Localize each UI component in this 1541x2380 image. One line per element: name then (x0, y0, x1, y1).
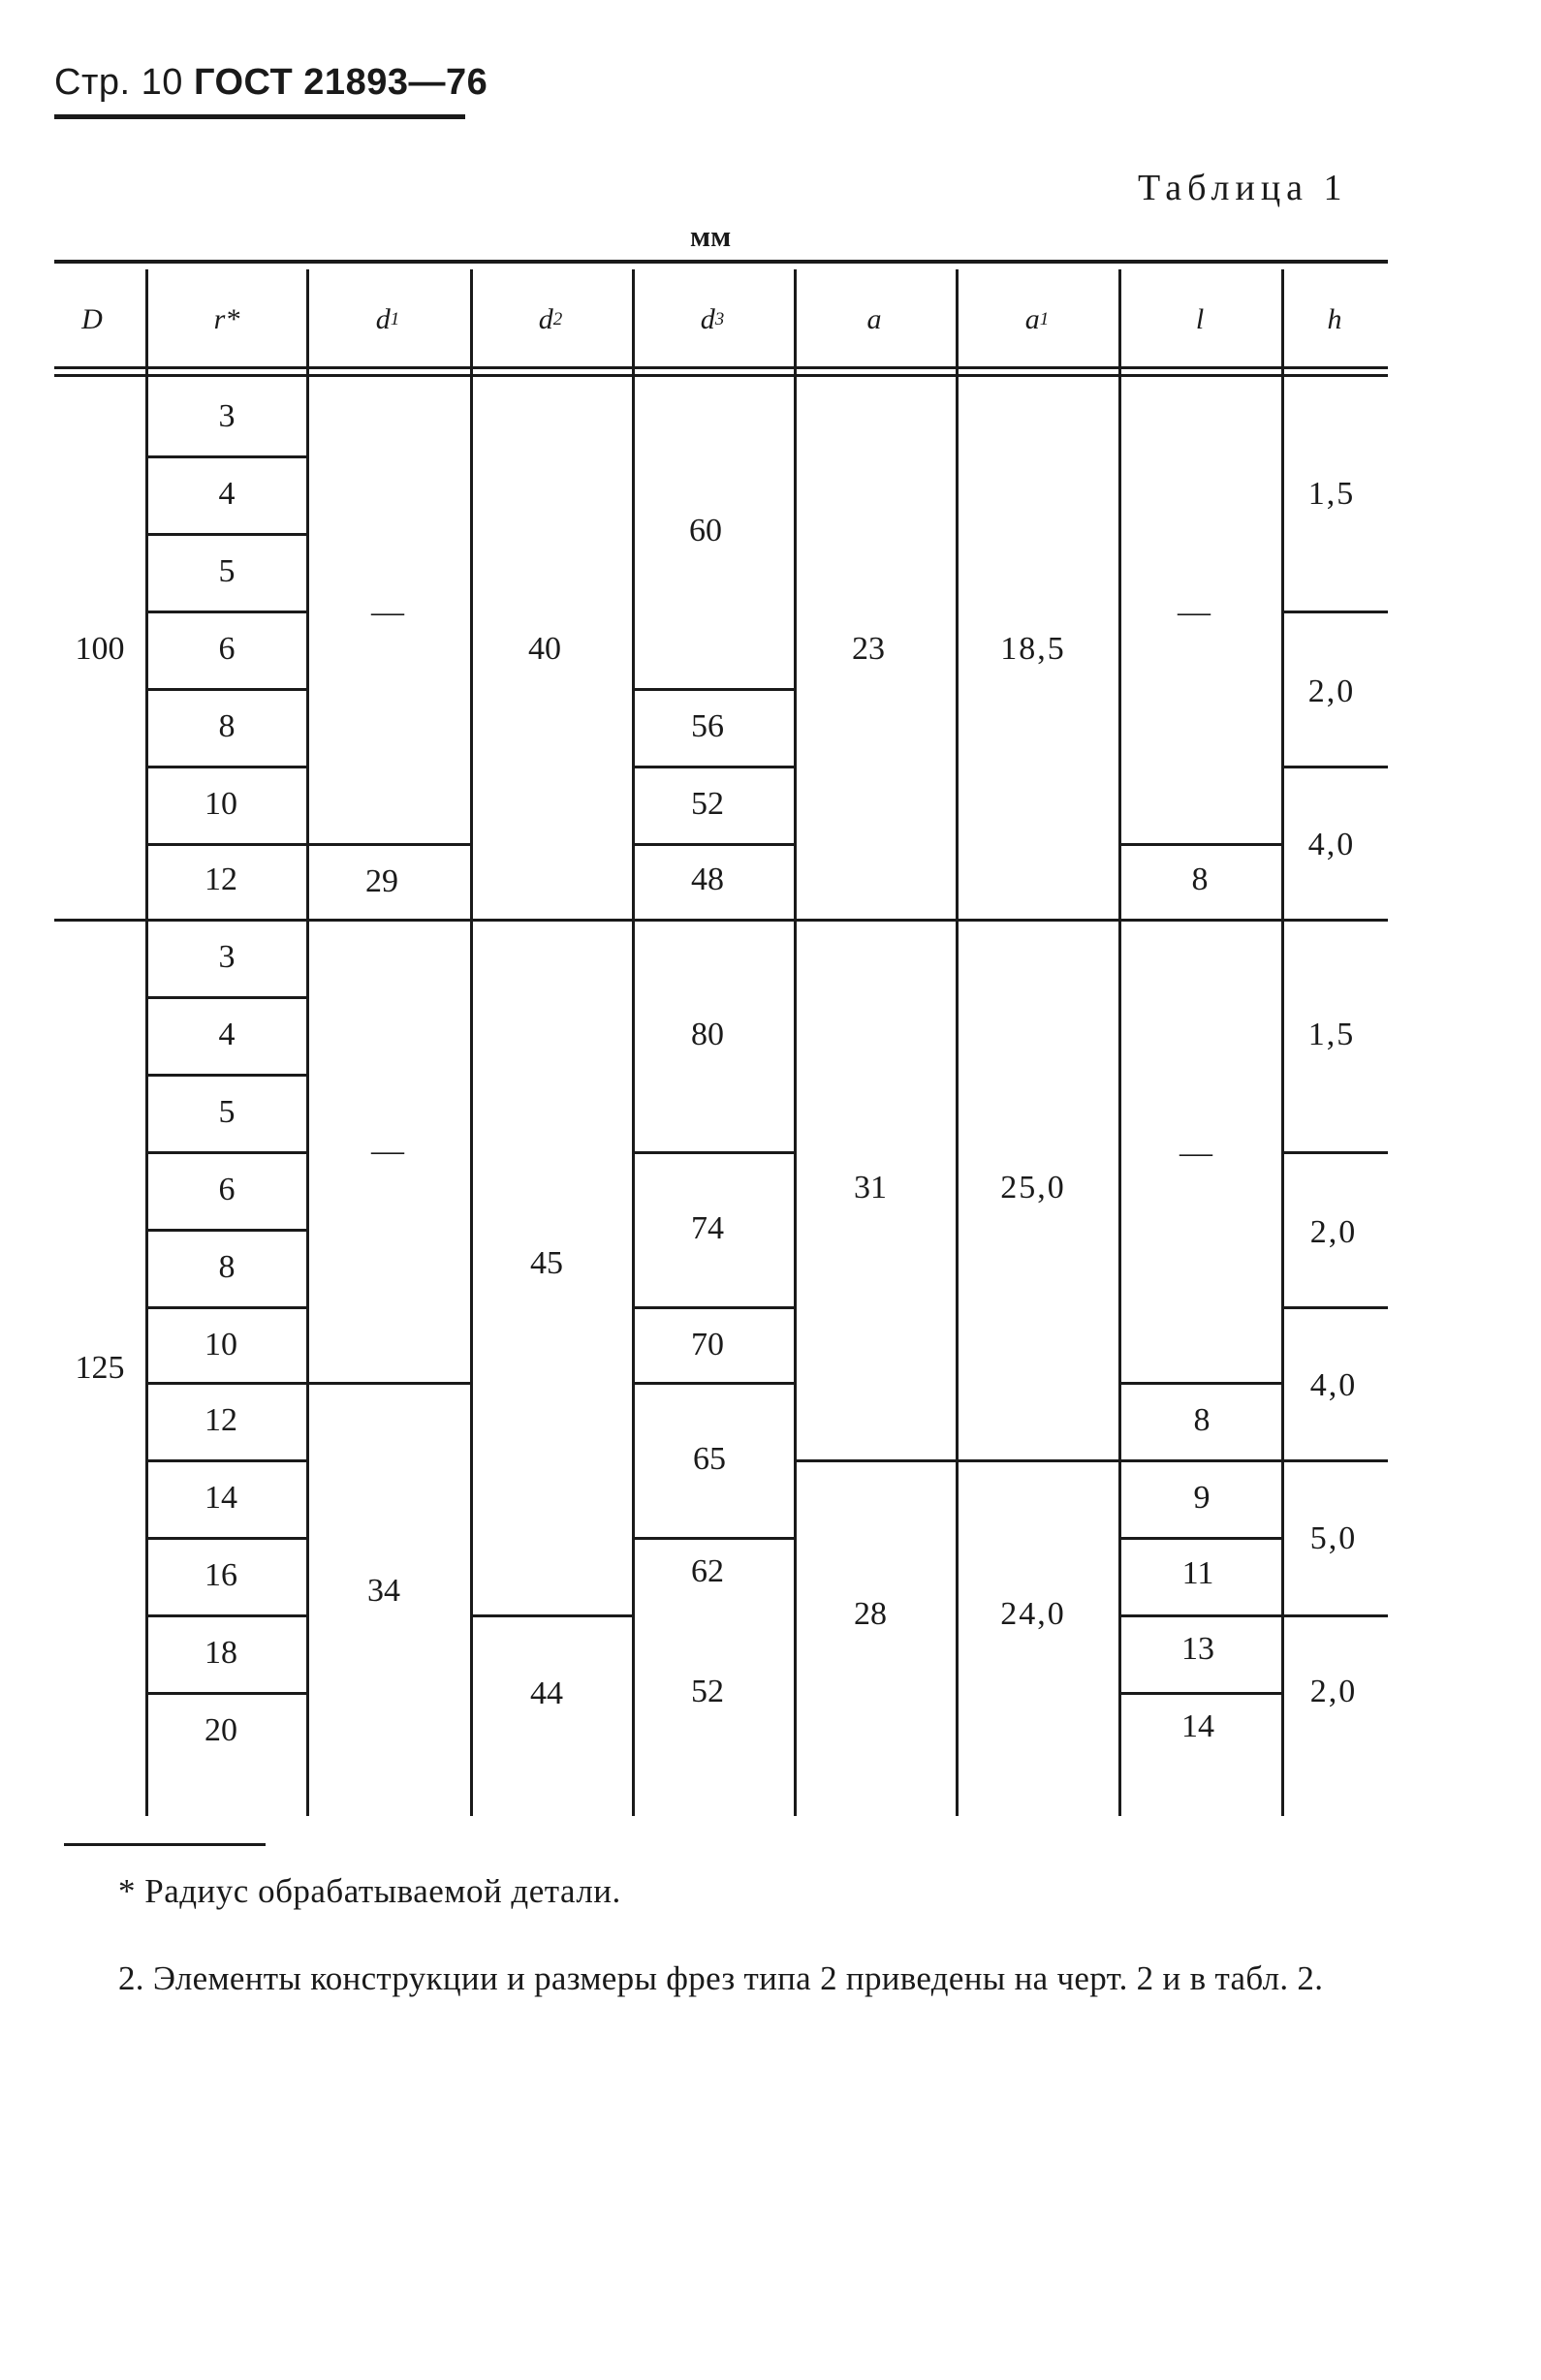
r-row-rule (148, 996, 306, 999)
cell-d3: 52 (691, 786, 724, 822)
header-r: r* (213, 303, 240, 335)
cell-d3: 56 (691, 708, 724, 744)
r-row-rule (148, 1151, 306, 1154)
cell-a1: 25,0 (1000, 1170, 1066, 1206)
r-row-rule (148, 1074, 306, 1077)
r-row-rule (148, 1306, 306, 1309)
cell-d3: 74 (691, 1210, 724, 1246)
footnote-rule (64, 1843, 266, 1846)
cell-r: 3 (218, 939, 236, 975)
cell-r: 16 (204, 1557, 237, 1593)
d1-rule (309, 1382, 470, 1385)
cell-r: 4 (218, 1017, 236, 1052)
cell-r: 5 (218, 553, 236, 589)
cell-l: — (1179, 1135, 1212, 1171)
cell-d3: 48 (691, 861, 724, 897)
r-row-rule (148, 688, 306, 691)
r-row-rule (148, 1692, 306, 1695)
cell-d1: — (371, 594, 404, 630)
page-number: Стр. 10 (54, 62, 183, 103)
cell-r: 3 (218, 398, 236, 434)
table-title: Таблица 1 (1138, 168, 1348, 208)
r-row-rule (148, 1229, 306, 1232)
cell-h: 5,0 (1309, 1520, 1358, 1556)
r-row-rule (148, 533, 306, 536)
l-rule (1121, 843, 1281, 846)
d3-rule (635, 1306, 794, 1309)
cell-r: 5 (218, 1094, 236, 1130)
cell-h: 4,0 (1309, 1367, 1358, 1403)
h-rule (1284, 611, 1388, 613)
cell-d3: 80 (691, 1017, 724, 1052)
d2-rule (473, 1614, 632, 1617)
header-l: l (1195, 303, 1205, 335)
d3-rule (635, 843, 794, 846)
cell-r: 12 (204, 1402, 237, 1438)
group-divider (54, 919, 145, 922)
l-rule (1121, 1382, 1281, 1385)
cell-l: 13 (1181, 1631, 1214, 1667)
cell-l: — (1178, 594, 1211, 630)
r-row-rule (148, 611, 306, 613)
header-rule (54, 114, 465, 119)
d3-rule (635, 766, 794, 768)
units-label: мм (690, 219, 732, 253)
r-row-rule (148, 1614, 306, 1617)
cell-d1: 34 (367, 1573, 400, 1609)
cell-l: 14 (1181, 1708, 1214, 1744)
l-rule (1121, 1692, 1281, 1695)
cell-r: 12 (204, 861, 237, 897)
table-top-rule (54, 260, 1388, 264)
cell-a1: 18,5 (1000, 631, 1066, 667)
cell-a1: 24,0 (1000, 1596, 1066, 1632)
r-row-rule (148, 919, 306, 922)
cell-d2: 44 (530, 1675, 563, 1711)
cell-d1: — (371, 1133, 404, 1169)
r-row-rule (148, 455, 306, 458)
d3-rule (635, 1537, 794, 1540)
cell-d1: 29 (365, 863, 398, 899)
footnote: * Радиус обрабатываемой детали. (118, 1872, 621, 1910)
cell-h: 2,0 (1309, 1214, 1358, 1250)
group-divider (306, 919, 1388, 922)
col-sep (306, 269, 309, 1816)
col-sep (1281, 269, 1284, 1816)
r-row-rule (148, 766, 306, 768)
cell-a: 28 (854, 1596, 887, 1632)
cell-l: 9 (1193, 1480, 1211, 1516)
header-d1: d 1 (375, 303, 400, 335)
col-sep (794, 269, 797, 1816)
header-d2: d 2 (538, 303, 563, 335)
cell-r: 8 (218, 708, 236, 744)
header-d3: d 3 (700, 303, 725, 335)
header-bottom-rule (54, 366, 1388, 369)
l-rule (1121, 1459, 1281, 1462)
cell-h: 2,0 (1309, 1674, 1358, 1709)
body-paragraph: 2. Элементы конструкции и размеры фрез типа 2 приведены на черт. 2 и в табл. 2. (118, 1959, 1324, 1997)
cell-r: 6 (218, 631, 236, 667)
cell-r: 14 (204, 1480, 237, 1516)
l-rule (1121, 1537, 1281, 1540)
cell-l: 8 (1191, 861, 1209, 897)
col-sep (1118, 269, 1121, 1816)
cell-r: 10 (204, 1327, 237, 1362)
h-rule (1284, 1459, 1388, 1462)
h-rule (1284, 1614, 1388, 1617)
col-sep (470, 269, 473, 1816)
header-a1: a 1 (1024, 303, 1050, 335)
cell-d3: 65 (693, 1441, 726, 1477)
l-rule (1121, 1614, 1281, 1617)
cell-a: 31 (854, 1170, 887, 1206)
d3-rule (635, 688, 794, 691)
header-h: h (1327, 303, 1342, 335)
cell-h: 1,5 (1307, 1017, 1356, 1052)
standard-code: ГОСТ 21893—76 (193, 62, 488, 103)
cell-d3: 70 (691, 1327, 724, 1362)
col-sep (145, 269, 148, 1816)
a-rule (797, 1459, 1118, 1462)
cell-r: 18 (204, 1635, 237, 1671)
cell-d3: 60 (689, 513, 722, 548)
r-row-rule (148, 843, 306, 846)
h-rule (1284, 1306, 1388, 1309)
cell-d3: 62 (691, 1553, 724, 1589)
cell-r: 8 (218, 1249, 236, 1285)
r-row-rule (148, 1537, 306, 1540)
cell-a: 23 (852, 631, 885, 667)
d1-rule (309, 843, 470, 846)
cell-r: 20 (204, 1712, 237, 1748)
cell-l: 11 (1181, 1555, 1214, 1591)
header-a: a (866, 303, 882, 335)
cell-r: 10 (204, 786, 237, 822)
r-row-rule (148, 1382, 306, 1385)
h-rule (1284, 1151, 1388, 1154)
cell-r: 6 (218, 1172, 236, 1207)
r-row-rule (148, 1459, 306, 1462)
cell-l: 8 (1193, 1402, 1211, 1438)
cell-h: 2,0 (1307, 673, 1356, 709)
page-header (54, 62, 487, 104)
header-bottom-rule-2 (54, 374, 1388, 377)
cell-D: 125 (75, 1350, 125, 1386)
cell-h: 4,0 (1307, 827, 1356, 862)
h-rule (1284, 766, 1388, 768)
col-sep (956, 269, 959, 1816)
d3-rule (635, 1151, 794, 1154)
header-D: D (81, 303, 103, 335)
cell-h: 1,5 (1307, 476, 1356, 512)
cell-D: 100 (75, 631, 125, 667)
cell-d2: 45 (530, 1245, 563, 1281)
col-sep (632, 269, 635, 1816)
cell-d2: 40 (528, 631, 561, 667)
cell-d3: 52 (691, 1674, 724, 1709)
cell-r: 4 (218, 476, 236, 512)
d3-rule (635, 1382, 794, 1385)
